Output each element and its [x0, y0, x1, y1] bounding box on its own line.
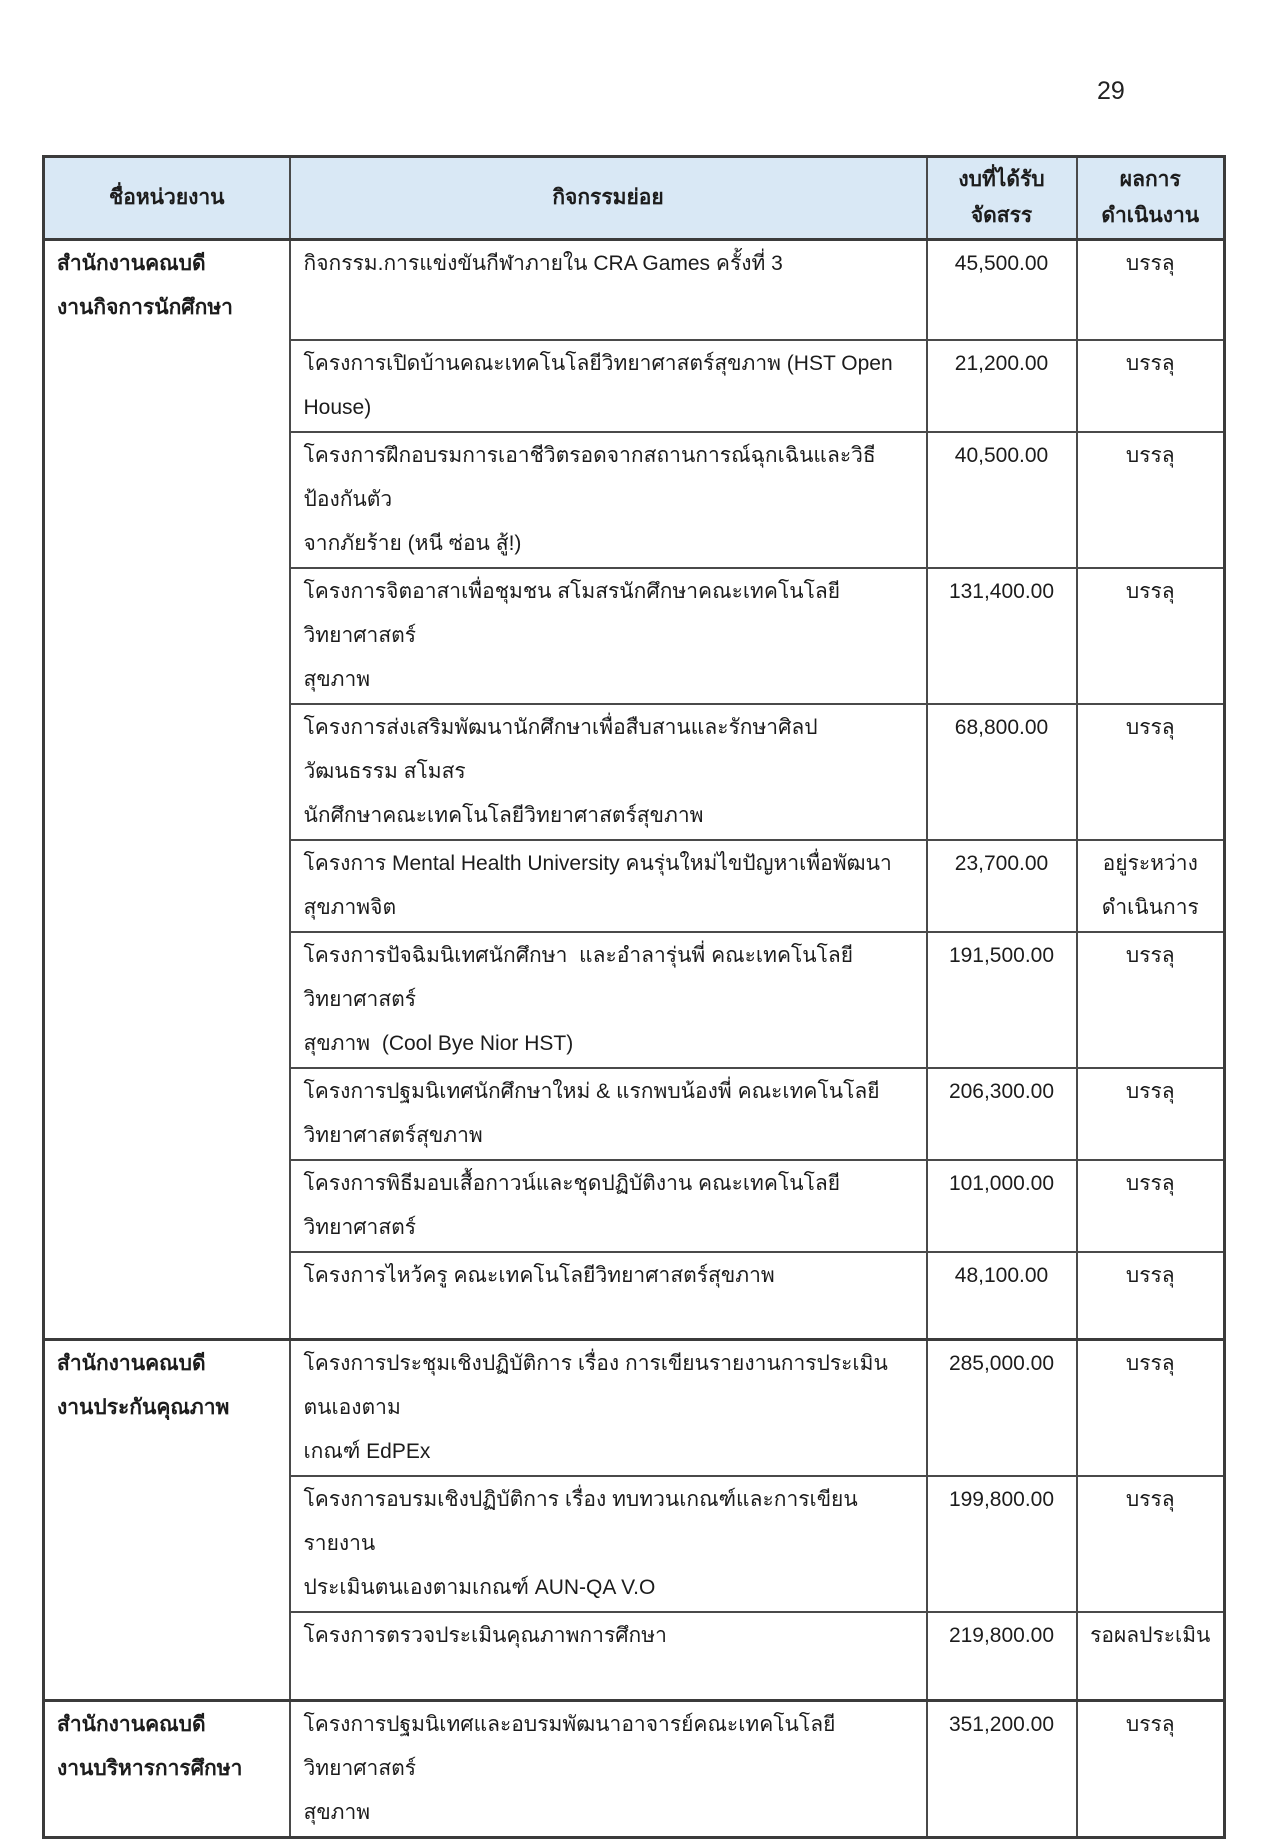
- activity-line: กิจกรรม.การแข่งขันกีฬาภายใน CRA Games ครั้งที่ 3: [303, 252, 783, 275]
- activity-line: นักศึกษาคณะเทคโนโลยีวิทยาศาสตร์สุขภาพ: [303, 803, 704, 827]
- result-line: บรรลุ: [1125, 715, 1175, 739]
- activity-cell: [290, 340, 927, 432]
- activity-line: โครงการอบรมเชิงปฏิบัติการ เรื่อง ทบทวนเกณฑ์และการเขียนรายงาน: [303, 1488, 858, 1555]
- unit-name-line: งานประกันคุณภาพ: [57, 1396, 230, 1419]
- budget-cell: [927, 1340, 1077, 1477]
- table-row: [44, 240, 1225, 340]
- budget-value: 45,500.00: [954, 252, 1049, 275]
- activity-line: โครงการ Mental Health University คนรุ่นใหม่ไขปัญหาเพื่อพัฒนา: [303, 851, 892, 875]
- budget-value: 68,800.00: [954, 715, 1049, 739]
- budget-value: 351,200.00: [948, 1712, 1055, 1736]
- activity-line: สุขภาพ: [303, 1800, 371, 1824]
- budget-value: 48,100.00: [954, 1263, 1049, 1287]
- result-line: อยู่ระหว่าง: [1102, 851, 1198, 875]
- activity-line: โครงการตรวจประเมินคุณภาพการศึกษา: [303, 1624, 667, 1647]
- activity-line: โครงการฝึกอบรมการเอาชีวิตรอดจากสถานการณ์ฉุกเฉินและวิธีป้องกันตัว: [303, 443, 876, 511]
- activity-cell: [290, 1612, 927, 1700]
- activity-line: โครงการประชุมเชิงปฏิบัติการ เรื่อง การเขียนรายงานการประเมินตนเองตาม: [303, 1352, 888, 1419]
- activity-line: ประเมินตนเองตามเกณฑ์ AUN-QA V.O: [303, 1576, 656, 1599]
- activity-line: โครงการส่งเสริมพัฒนานักศึกษาเพื่อสืบสานและรักษาศิลปวัฒนธรรม สโมสร: [303, 715, 818, 783]
- result-cell: [1077, 1700, 1225, 1837]
- result-cell: [1077, 1476, 1225, 1612]
- budget-value: 285,000.00: [948, 1352, 1055, 1375]
- activity-line: โครงการปฐมนิเทศนักศึกษาใหม่ & แรกพบน้องพี่ คณะเทคโนโลยี: [303, 1079, 880, 1103]
- budget-cell: [927, 1068, 1077, 1160]
- activity-cell: [290, 1476, 927, 1612]
- table-row: [44, 1700, 1225, 1837]
- activity-cell: [290, 704, 927, 840]
- budget-cell: [927, 1476, 1077, 1612]
- header-cell-sub-activity: [290, 157, 927, 240]
- budget-value: 101,000.00: [948, 1171, 1055, 1195]
- budget-cell: [927, 340, 1077, 432]
- table-header: [44, 157, 1225, 240]
- activity-line: โครงการไหว้ครู คณะเทคโนโลยีวิทยาศาสตร์สุขภาพ: [303, 1263, 775, 1287]
- header-cell-operation-result: [1077, 157, 1225, 240]
- result-cell: [1077, 340, 1225, 432]
- table-body: [44, 240, 1225, 1838]
- budget-cell: [927, 568, 1077, 704]
- header-text: ผลการ: [1119, 168, 1181, 191]
- result-cell: [1077, 840, 1225, 932]
- budget-value: 206,300.00: [948, 1079, 1055, 1103]
- activity-cell: [290, 1700, 927, 1837]
- budget-value: 199,800.00: [948, 1488, 1055, 1511]
- budget-value: 131,400.00: [948, 579, 1055, 603]
- header-text: จัดสรร: [970, 204, 1033, 227]
- result-line: บรรลุ: [1125, 252, 1175, 275]
- result-line: บรรลุ: [1125, 1263, 1175, 1287]
- budget-value: 40,500.00: [954, 443, 1049, 467]
- header-text: ชื่อหน่วยงาน: [108, 186, 225, 209]
- unit-name-cell: [44, 1340, 290, 1701]
- budget-value: 219,800.00: [948, 1624, 1055, 1647]
- activity-cell: [290, 1160, 927, 1252]
- budget-cell: [927, 432, 1077, 568]
- result-line: บรรลุ: [1125, 1488, 1175, 1511]
- result-cell: [1077, 240, 1225, 340]
- header-cell-allocated-budget: [927, 157, 1077, 240]
- result-cell: [1077, 704, 1225, 840]
- header-text: งบที่ได้รับ: [958, 168, 1045, 191]
- result-line: บรรลุ: [1125, 1352, 1175, 1375]
- activity-line: โครงการปฐมนิเทศและอบรมพัฒนาอาจารย์คณะเทคโนโลยีวิทยาศาสตร์: [303, 1712, 836, 1780]
- result-cell: [1077, 1340, 1225, 1477]
- activity-line: จากภัยร้าย (หนี ซ่อน สู้!): [303, 531, 522, 555]
- result-line: บรรลุ: [1125, 443, 1175, 467]
- activity-line: โครงการพิธีมอบเสื้อกาวน์และชุดปฏิบัติงาน คณะเทคโนโลยีวิทยาศาสตร์: [303, 1171, 841, 1239]
- budget-cell: [927, 1252, 1077, 1340]
- activity-cell: [290, 240, 927, 340]
- activity-cell: [290, 432, 927, 568]
- result-line: บรรลุ: [1125, 579, 1175, 603]
- table-row: [44, 1340, 1225, 1477]
- unit-name-cell: [44, 1700, 290, 1837]
- result-cell: [1077, 1612, 1225, 1700]
- activity-line: โครงการปัจฉิมนิเทศนักศึกษา และอำลารุ่นพี่ คณะเทคโนโลยีวิทยาศาสตร์: [303, 943, 854, 1011]
- activity-line: สุขภาพ (Cool Bye Nior HST): [303, 1031, 574, 1055]
- activity-line: สุขภาพ: [303, 667, 371, 691]
- budget-cell: [927, 1612, 1077, 1700]
- result-cell: [1077, 1252, 1225, 1340]
- result-line: บรรลุ: [1125, 1712, 1175, 1736]
- result-cell: [1077, 1160, 1225, 1252]
- budget-cell: [927, 932, 1077, 1068]
- result-line: ดำเนินการ: [1101, 895, 1199, 919]
- header-text: กิจกรรมย่อย: [552, 186, 664, 209]
- budget-value: 23,700.00: [954, 851, 1049, 875]
- unit-name-line: งานบริหารการศึกษา: [57, 1756, 243, 1780]
- page-number: 29: [1097, 77, 1125, 105]
- budget-cell: [927, 840, 1077, 932]
- activity-cell: [290, 1340, 927, 1477]
- result-cell: [1077, 568, 1225, 704]
- header-text: ดำเนินงาน: [1101, 204, 1200, 227]
- activity-line: สุขภาพจิต: [303, 895, 397, 919]
- unit-name-cell: [44, 240, 290, 1340]
- unit-name-line: งานกิจการนักศึกษา: [57, 296, 233, 319]
- activity-cell: [290, 840, 927, 932]
- result-line: บรรลุ: [1125, 351, 1175, 375]
- activity-line: เกณฑ์ EdPEx: [303, 1440, 431, 1463]
- result-line: บรรลุ: [1125, 943, 1175, 967]
- activity-cell: [290, 568, 927, 704]
- budget-value: 191,500.00: [948, 943, 1055, 967]
- unit-name-line: สำนักงานคณบดี: [57, 1712, 206, 1736]
- unit-name-line: สำนักงานคณบดี: [57, 1352, 206, 1375]
- table-header-row: [44, 157, 1225, 240]
- activity-cell: [290, 1252, 927, 1340]
- activity-line: โครงการเปิดบ้านคณะเทคโนโลยีวิทยาศาสตร์สุขภาพ (HST Open House): [303, 351, 899, 419]
- result-cell: [1077, 1068, 1225, 1160]
- result-cell: [1077, 932, 1225, 1068]
- activity-cell: [290, 1068, 927, 1160]
- activity-cell: [290, 932, 927, 1068]
- result-cell: [1077, 432, 1225, 568]
- budget-value: 21,200.00: [954, 351, 1049, 375]
- budget-cell: [927, 1700, 1077, 1837]
- unit-name-line: สำนักงานคณบดี: [57, 252, 206, 275]
- activity-line: โครงการจิตอาสาเพื่อชุมชน สโมสรนักศึกษาคณะเทคโนโลยีวิทยาศาสตร์: [303, 579, 841, 647]
- budget-cell: [927, 240, 1077, 340]
- budget-activities-table: [42, 155, 1226, 1839]
- result-line: บรรลุ: [1125, 1171, 1175, 1195]
- budget-cell: [927, 704, 1077, 840]
- activity-line: วิทยาศาสตร์สุขภาพ: [303, 1123, 483, 1147]
- header-cell-unit-name: [44, 157, 290, 240]
- budget-cell: [927, 1160, 1077, 1252]
- result-line: รอผลประเมิน: [1090, 1624, 1211, 1647]
- result-line: บรรลุ: [1125, 1079, 1175, 1103]
